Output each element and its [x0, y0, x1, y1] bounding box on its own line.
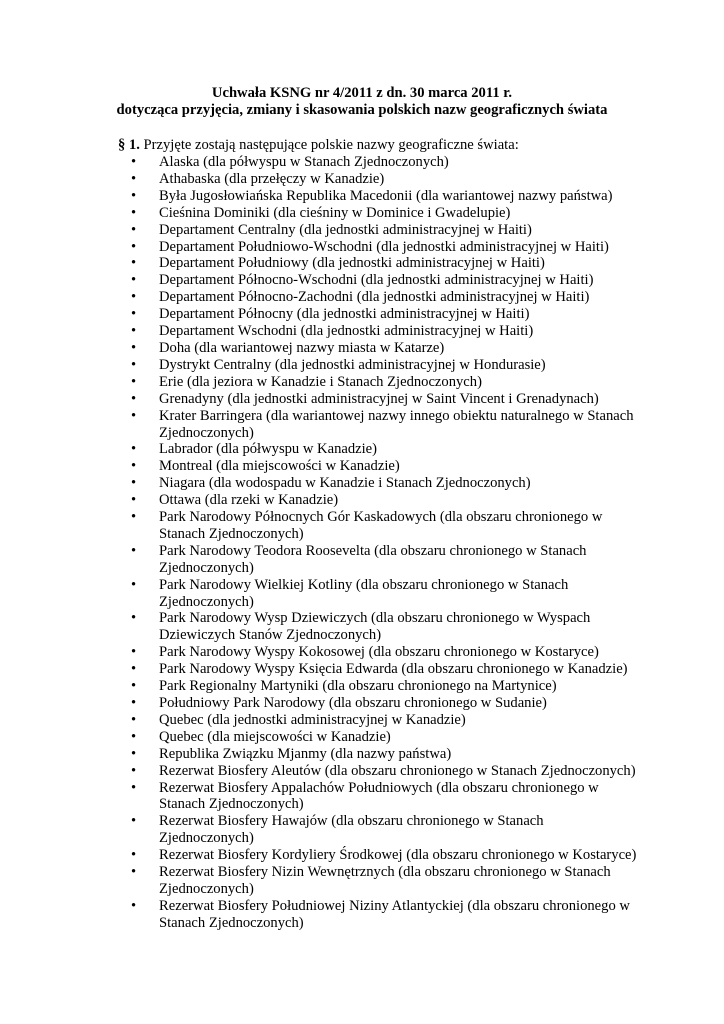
- list-item-text: Cieśnina Dominiki (dla cieśniny w Dominice i Gwadelupie): [159, 204, 511, 221]
- list-item: [0, 780, 724, 814]
- geographic-names-list: [0, 154, 724, 932]
- list-item-text: Departament Północny (dla jednostki administracyjnej w Haiti): [159, 306, 530, 323]
- list-item-text: Zjednoczonych): [159, 559, 254, 576]
- bullet-icon: •: [131, 407, 137, 424]
- list-item: [0, 543, 724, 577]
- list-item-text: Zjednoczonych): [159, 880, 254, 897]
- bullet-icon: •: [131, 339, 137, 356]
- list-item-text: Stanach Zjednoczonych): [159, 525, 304, 542]
- list-item: [0, 340, 724, 357]
- list-item-text: Park Narodowy Teodora Roosevelta (dla obszaru chronionego w Stanach: [159, 542, 587, 559]
- list-item-text: Erie (dla jeziora w Kanadzie i Stanach Zjednoczonych): [159, 373, 482, 390]
- section-intro: [118, 137, 519, 154]
- list-item: [0, 408, 724, 442]
- list-item: [0, 475, 724, 492]
- bullet-icon: •: [131, 154, 137, 170]
- list-item: [0, 678, 724, 695]
- list-item-text: Montreal (dla miejscowości w Kanadzie): [159, 458, 400, 475]
- list-item-text: Park Regionalny Martyniki (dla obszaru chronionego na Martynice): [159, 678, 557, 695]
- list-item-text: Niagara (dla wodospadu w Kanadzie i Stanach Zjednoczonych): [159, 475, 531, 492]
- bullet-icon: •: [131, 847, 137, 864]
- list-item: [0, 509, 724, 543]
- bullet-icon: •: [131, 492, 137, 509]
- list-item: [0, 374, 724, 391]
- bullet-icon: •: [131, 644, 137, 661]
- list-item-text: Park Narodowy Wyspy Księcia Edwarda (dla obszaru chronionego w Kanadzie): [159, 661, 628, 678]
- bullet-icon: •: [131, 509, 137, 526]
- list-item: [0, 864, 724, 898]
- list-item-text: Departament Centralny (dla jednostki administracyjnej w Haiti): [159, 221, 532, 238]
- bullet-icon: •: [131, 289, 137, 306]
- list-item: [0, 306, 724, 323]
- section-number: § 1.: [118, 137, 140, 153]
- list-item-text: Park Narodowy Wyspy Kokosowej (dla obszaru chronionego w Kostaryce): [159, 644, 599, 661]
- list-item: [0, 729, 724, 746]
- bullet-icon: •: [131, 204, 137, 221]
- bullet-icon: •: [131, 711, 137, 728]
- bullet-icon: •: [131, 323, 137, 340]
- bullet-icon: •: [131, 678, 137, 695]
- list-item-text: Była Jugosłowiańska Republika Macedonii (dla wariantowej nazwy państwa): [159, 187, 613, 204]
- list-item-text: Rezerwat Biosfery Hawajów (dla obszaru chronionego w Stanach: [159, 813, 544, 830]
- list-item: [0, 289, 724, 306]
- list-item: [0, 391, 724, 408]
- list-item-text: Quebec (dla miejscowości w Kanadzie): [159, 728, 391, 745]
- bullet-icon: •: [131, 390, 137, 407]
- list-item-text: Zjednoczonych): [159, 593, 254, 610]
- list-item-text: Departament Północno-Zachodni (dla jednostki administracyjnej w Haiti): [159, 289, 590, 306]
- list-item-text: Zjednoczonych): [159, 424, 254, 441]
- list-item-text: Republika Związku Mjanmy (dla nazwy państwa): [159, 745, 452, 762]
- bullet-icon: •: [131, 695, 137, 711]
- bullet-icon: •: [131, 373, 137, 390]
- list-item: [0, 746, 724, 763]
- list-item: [0, 492, 724, 509]
- list-item-text: Stanach Zjednoczonych): [159, 796, 304, 813]
- list-item-text: Rezerwat Biosfery Appalachów Południowych (dla obszaru chronionego w: [159, 779, 599, 796]
- list-item-text: Stanach Zjednoczonych): [159, 914, 304, 931]
- list-item: [0, 205, 724, 222]
- bullet-icon: •: [131, 779, 137, 796]
- list-item-text: Athabaska (dla przełęczy w Kanadzie): [159, 170, 385, 187]
- list-item: [0, 458, 724, 475]
- list-item-text: Ottawa (dla rzeki w Kanadzie): [159, 492, 339, 509]
- list-item-text: Quebec (dla jednostki administracyjnej w Kanadzie): [159, 711, 466, 728]
- list-item: [0, 239, 724, 256]
- list-item-text: Park Narodowy Wysp Dziewiczych (dla obszaru chronionego w Wyspach: [159, 610, 591, 627]
- bullet-icon: •: [131, 458, 137, 475]
- list-item: [0, 695, 724, 712]
- list-item: [0, 763, 724, 780]
- list-item-text: Labrador (dla półwyspu w Kanadzie): [159, 441, 378, 458]
- list-item-text: Departament Południowo-Wschodni (dla jednostki administracyjnej w Haiti): [159, 238, 609, 255]
- list-item-text: Zjednoczonych): [159, 830, 254, 847]
- list-item: [0, 712, 724, 729]
- list-item-text: Doha (dla wariantowej nazwy miasta w Katarze): [159, 339, 445, 356]
- list-item-text: Rezerwat Biosfery Południowej Niziny Atlantyckiej (dla obszaru chronionego w: [159, 897, 630, 914]
- bullet-icon: •: [131, 897, 137, 914]
- list-item: [0, 357, 724, 374]
- document-title: Uchwała KSNG nr 4/2011 z dn. 30 marca 2011 r.: [211, 85, 513, 101]
- list-item-text: Departament Południowy (dla jednostki administracyjnej w Haiti): [159, 255, 545, 272]
- bullet-icon: •: [131, 661, 137, 678]
- bullet-icon: •: [131, 272, 137, 289]
- list-item-text: Dystrykt Centralny (dla jednostki administracyjnej w Hondurasie): [159, 356, 546, 373]
- bullet-icon: •: [131, 475, 137, 492]
- list-item: [0, 610, 724, 644]
- list-item-text: Rezerwat Biosfery Nizin Wewnętrznych (dla obszaru chronionego w Stanach: [159, 864, 611, 881]
- list-item-text: Departament Wschodni (dla jednostki administracyjnej w Haiti): [159, 323, 534, 340]
- list-item: [0, 577, 724, 611]
- list-item: [0, 154, 724, 171]
- list-item-text: Południowy Park Narodowy (dla obszaru chronionego w Sudanie): [159, 695, 547, 711]
- bullet-icon: •: [131, 576, 137, 593]
- bullet-icon: •: [131, 255, 137, 272]
- list-item-text: Krater Barringera (dla wariantowej nazwy innego obiektu naturalnego w Stanach: [159, 407, 634, 424]
- list-item-text: Dziewiczych Stanów Zjednoczonych): [159, 627, 382, 644]
- bullet-icon: •: [131, 356, 137, 373]
- list-item: [0, 188, 724, 205]
- list-item-text: Grenadyny (dla jednostki administracyjnej w Saint Vincent i Grenadynach): [159, 390, 599, 407]
- list-item-text: Alaska (dla półwyspu w Stanach Zjednoczonych): [159, 154, 449, 170]
- list-item: [0, 898, 724, 932]
- bullet-icon: •: [131, 762, 137, 779]
- list-item: [0, 272, 724, 289]
- bullet-icon: •: [131, 221, 137, 238]
- list-item: [0, 255, 724, 272]
- list-item-text: Park Narodowy Północnych Gór Kaskadowych (dla obszaru chronionego w: [159, 509, 603, 526]
- list-item: [0, 171, 724, 188]
- list-item: [0, 661, 724, 678]
- bullet-icon: •: [131, 813, 137, 830]
- bullet-icon: •: [131, 745, 137, 762]
- list-item-text: Departament Północno-Wschodni (dla jednostki administracyjnej w Haiti): [159, 272, 594, 289]
- list-item-text: Rezerwat Biosfery Kordyliery Środkowej (dla obszaru chronionego w Kostaryce): [159, 847, 637, 864]
- bullet-icon: •: [131, 441, 137, 458]
- list-item-text: Rezerwat Biosfery Aleutów (dla obszaru chronionego w Stanach Zjednoczonych): [159, 762, 636, 779]
- bullet-icon: •: [131, 238, 137, 255]
- list-item-text: Park Narodowy Wielkiej Kotliny (dla obszaru chronionego w Stanach: [159, 576, 569, 593]
- bullet-icon: •: [131, 306, 137, 323]
- list-item: [0, 813, 724, 847]
- list-item: [0, 441, 724, 458]
- list-item: [0, 847, 724, 864]
- bullet-icon: •: [131, 864, 137, 881]
- list-item: [0, 323, 724, 340]
- bullet-icon: •: [131, 728, 137, 745]
- section-text: Przyjęte zostają następujące polskie nazwy geograficzne świata:: [139, 137, 519, 153]
- document-subtitle: dotycząca przyjęcia, zmiany i skasowania polskich nazw geograficznych świata: [116, 102, 608, 118]
- bullet-icon: •: [131, 170, 137, 187]
- list-item: [0, 644, 724, 661]
- bullet-icon: •: [131, 610, 137, 627]
- list-item: [0, 222, 724, 239]
- bullet-icon: •: [131, 187, 137, 204]
- bullet-icon: •: [131, 542, 137, 559]
